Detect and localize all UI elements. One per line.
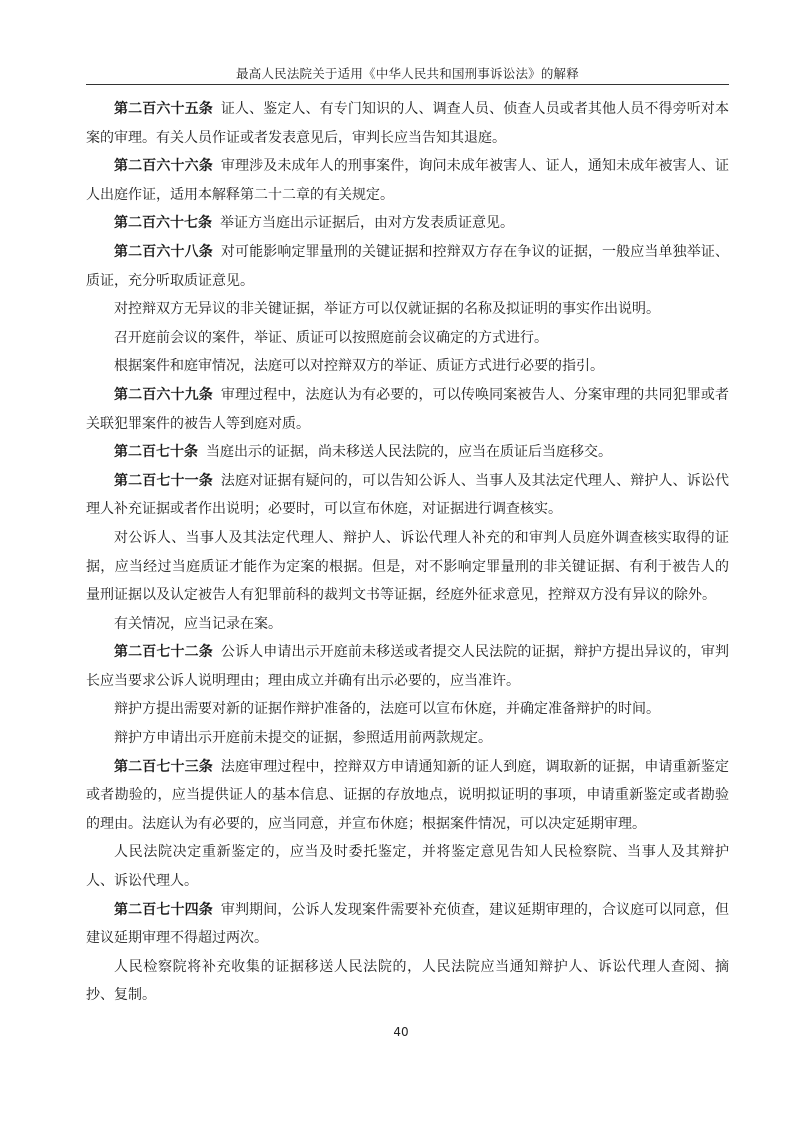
paragraph-text: 审理过程中，法庭认为有必要的，可以传唤同案被告人、分案审理的共同犯罪或者关联犯罪案件的被告人等到庭对质。 xyxy=(86,386,730,432)
article-paragraph xyxy=(86,238,729,295)
document-body xyxy=(86,95,729,1010)
paragraph-text: 根据案件和庭审情况，法庭可以对控辩双方的举证、质证方式进行必要的指引。 xyxy=(114,358,604,375)
paragraph-text: 法庭对证据有疑问的，可以告知公诉人、当事人及其法定代理人、辩护人、诉讼代理人补充证据或者作出说明；必要时，可以宣布休庭，对证据进行调查核实。 xyxy=(86,472,730,518)
clause-paragraph xyxy=(86,695,729,724)
clause-paragraph xyxy=(86,953,729,1010)
article-number: 第二百七十一条 xyxy=(114,472,213,489)
article-number: 第二百七十四条 xyxy=(114,901,213,918)
paragraph-text: 审判期间，公诉人发现案件需要补充侦查，建议延期审理的，合议庭可以同意，但建议延期审理不得超过两次。 xyxy=(86,901,730,947)
paragraph-text: 法庭审理过程中，控辩双方申请通知新的证人到庭，调取新的证据，申请重新鉴定或者勘验的，应当提供证人的基本信息、证据的存放地点，说明拟证明的事项，申请重新鉴定或者勘验的理由。法庭认为有必要的，应当同意，并宣布休庭；根据案件情况，可以决定延期审理。 xyxy=(86,758,730,832)
clause-paragraph xyxy=(86,724,729,753)
paragraph-text: 公诉人申请出示开庭前未移送或者提交人民法院的证据，辩护方提出异议的，审判长应当要求公诉人说明理由；理由成立并确有出示必要的，应当准许。 xyxy=(86,644,730,689)
article-paragraph xyxy=(86,467,729,524)
paragraph-text: 辩护方提出需要对新的证据作辩护准备的，法庭可以宣布休庭，并确定准备辩护的时间。 xyxy=(114,701,660,718)
article-paragraph xyxy=(86,381,729,438)
article-paragraph xyxy=(86,753,729,839)
article-number: 第二百六十八条 xyxy=(114,243,213,260)
paragraph-text: 有关情况，应当记录在案。 xyxy=(114,615,282,632)
article-paragraph xyxy=(86,896,729,953)
clause-paragraph xyxy=(86,324,729,353)
paragraph-text: 举证方当庭出示证据后，由对方发表质证意见。 xyxy=(220,215,514,232)
clause-paragraph xyxy=(86,838,729,895)
paragraph-text: 审理涉及未成年人的刑事案件，询问未成年被害人、证人，通知未成年被害人、证人出庭作证，适用本解释第二十二章的有关规定。 xyxy=(86,158,730,203)
paragraph-text: 对可能影响定罪量刑的关键证据和控辩双方存在争议的证据，一般应当单独举证、质证，充分听取质证意见。 xyxy=(86,243,730,289)
article-paragraph xyxy=(86,152,729,209)
page-number: 40 xyxy=(393,1025,409,1039)
article-number: 第二百七十三条 xyxy=(114,758,213,775)
article-number: 第二百六十九条 xyxy=(114,386,213,403)
clause-paragraph xyxy=(86,610,729,639)
article-number: 第二百七十二条 xyxy=(114,644,213,661)
paragraph-text: 人民法院决定重新鉴定的，应当及时委托鉴定，并将鉴定意见告知人民检察院、当事人及其辩护人、诉讼代理人。 xyxy=(86,844,729,890)
article-paragraph xyxy=(86,638,729,695)
paragraph-text: 当庭出示的证据，尚未移送人民法院的，应当在质证后当庭移交。 xyxy=(206,444,612,461)
article-number: 第二百六十七条 xyxy=(114,215,212,232)
article-number: 第二百七十条 xyxy=(114,444,198,461)
paragraph-text: 召开庭前会议的案件，举证、质证可以按照庭前会议确定的方式进行。 xyxy=(114,329,548,346)
clause-paragraph xyxy=(86,295,729,324)
article-number: 第二百六十五条 xyxy=(114,101,213,117)
paragraph-text: 对公诉人、当事人及其法定代理人、辩护人、诉讼代理人补充的和审判人员庭外调查核实取得的证据，应当经过当庭质证才能作为定案的根据。但是，对不影响定罪量刑的非关键证据、有利于被告人的量刑证据以及认定被告人有犯罪前科的裁判文书等证据，经庭外征求意见，控辩双方没有异议的除外。 xyxy=(86,529,729,604)
article-number: 第二百六十六条 xyxy=(114,158,213,175)
clause-paragraph xyxy=(86,524,729,610)
paragraph-text: 人民检察院将补充收集的证据移送人民法院的，人民法院应当通知辩护人、诉讼代理人查阅、摘抄、复制。 xyxy=(86,958,729,1004)
article-paragraph xyxy=(86,438,729,467)
paragraph-text: 辩护方申请出示开庭前未提交的证据，参照适用前两款规定。 xyxy=(114,730,492,747)
clause-paragraph xyxy=(86,352,729,381)
article-paragraph xyxy=(86,209,729,238)
paragraph-text: 证人、鉴定人、有专门知识的人、调查人员、侦查人员或者其他人员不得旁听对本案的审理。有关人员作证或者发表意见后，审判长应当告知其退庭。 xyxy=(86,101,730,146)
article-paragraph xyxy=(86,95,729,152)
paragraph-text: 对控辩双方无异议的非关键证据，举证方可以仅就证据的名称及拟证明的事实作出说明。 xyxy=(114,301,660,318)
running-header: 最高人民法院关于适用《中华人民共和国刑事诉讼法》的解释 xyxy=(236,66,579,81)
header-divider xyxy=(86,84,729,85)
